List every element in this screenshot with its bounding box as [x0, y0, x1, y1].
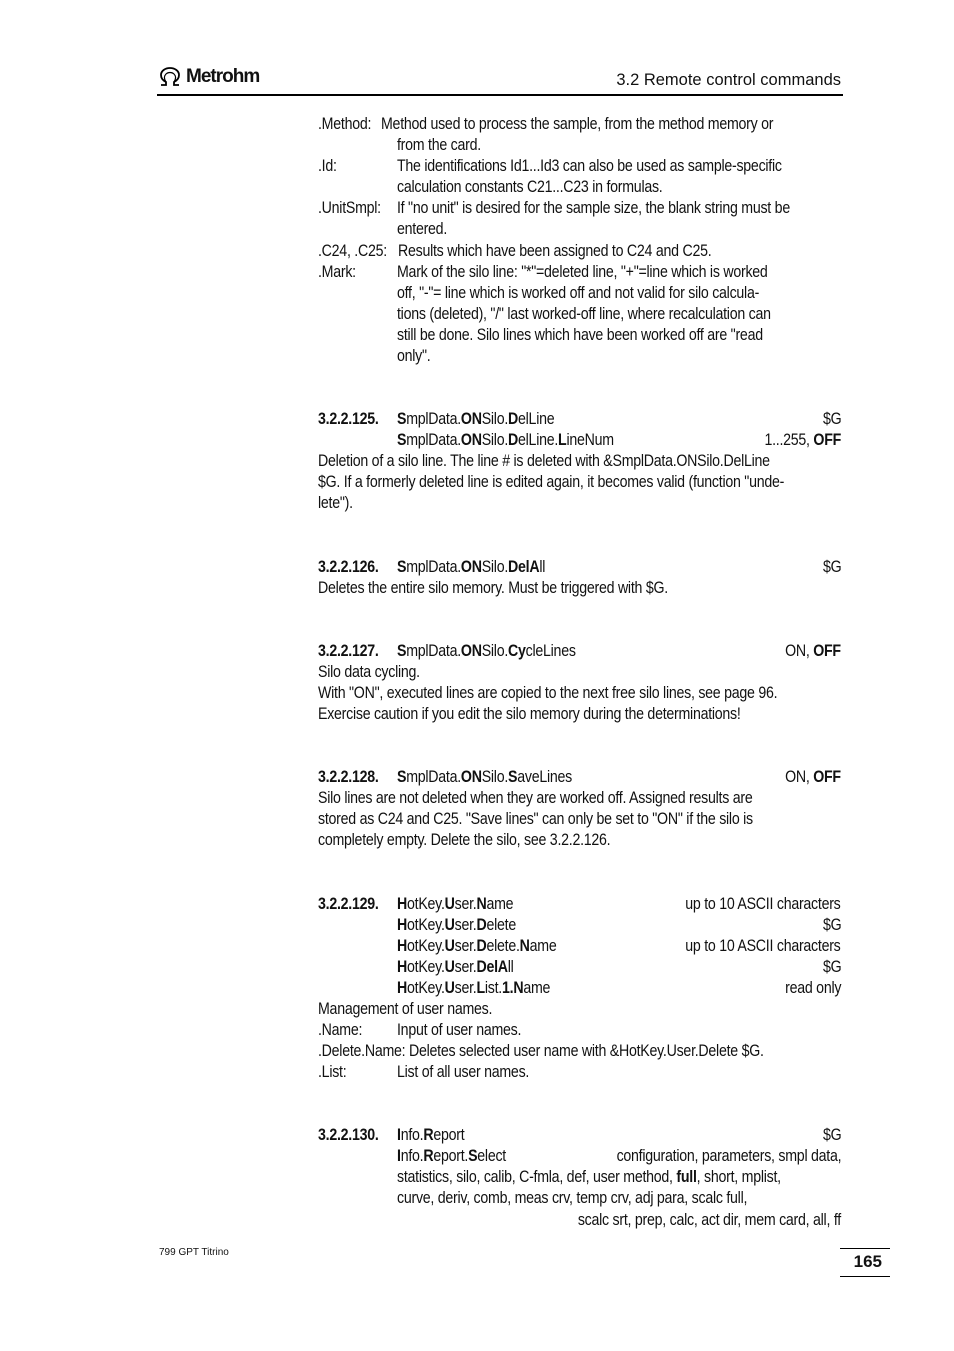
brand-logo: [158, 66, 259, 88]
description-text: Deletion of a silo line. The line # is deleted with &SmplData.ONSilo.DelLine: [318, 452, 770, 470]
def-text: entered.: [397, 220, 448, 238]
description-text: Deletes the entire silo memory. Must be triggered with $G.: [318, 579, 668, 597]
def-text: Mark of the silo line: "*"=deleted line, "+"=line which is worked: [397, 263, 768, 281]
footer-device: 799 GPT Titrino: [159, 1247, 229, 1258]
header-rule: [157, 94, 843, 96]
command-syntax: SmplData.ONSilo.DelLine: [397, 410, 555, 428]
section-number: 3.2.2.128.: [318, 768, 379, 786]
def-text: Results which have been assigned to C24 and C25.: [398, 242, 712, 260]
page-number: 165: [853, 1252, 882, 1271]
brand-name: Metrohm: [186, 66, 260, 87]
command-value: $G: [822, 958, 841, 976]
command-syntax: HotKey.User.Delete: [397, 916, 516, 934]
def-text: The identifications Id1...Id3 can also be used as sample-specific: [397, 157, 782, 175]
def-text: If "no unit" is desired for the sample size, the blank string must be: [397, 199, 790, 217]
description-text: Management of user names.: [318, 1000, 493, 1018]
command-syntax: SmplData.ONSilo.CycleLines: [397, 642, 576, 660]
def-label-c24: .C24, .C25:: [318, 242, 387, 260]
command-value: ON, OFF: [785, 642, 841, 660]
command-value: statistics, silo, calib, C-fmla, def, user method, full, short, mplist,: [397, 1168, 781, 1186]
description-text: Silo lines are not deleted when they are worked off. Assigned results are: [318, 789, 753, 807]
description-text: With "ON", executed lines are copied to the next free silo lines, see page 96.: [318, 684, 778, 702]
command-syntax: Info.Report.Select: [397, 1147, 506, 1165]
description-text: stored as C24 and C25. "Save lines" can only be set to "ON" if the silo is: [318, 810, 753, 828]
def-label-unitsmpl: .UnitSmpl:: [318, 199, 381, 217]
command-value: up to 10 ASCII characters: [685, 937, 841, 955]
command-syntax: HotKey.User.Name: [397, 895, 514, 913]
command-syntax: HotKey.User.DelAll: [397, 958, 514, 976]
def-text: only".: [397, 347, 431, 365]
def-label-list: .List:: [318, 1063, 347, 1081]
def-text: tions (deleted), "/" last worked-off line, where recalculation can: [397, 305, 771, 323]
def-text: calculation constants C21...C23 in formulas.: [397, 178, 663, 196]
command-value: 1...255, OFF: [764, 431, 841, 449]
description-text: completely empty. Delete the silo, see 3.2.2.126.: [318, 831, 611, 849]
command-syntax: SmplData.ONSilo.DelAll: [397, 558, 546, 576]
omega-logo-icon: [158, 67, 182, 87]
command-syntax: HotKey.User.Delete.Name: [397, 937, 557, 955]
command-value: $G: [822, 916, 841, 934]
command-value: ON, OFF: [785, 768, 841, 786]
command-syntax: HotKey.User.List.1.Name: [397, 979, 551, 997]
def-label-method: .Method:: [318, 115, 372, 133]
def-label-name: .Name:: [318, 1021, 363, 1039]
def-text: still be done. Silo lines which have been worked off are "read: [397, 326, 763, 344]
section-number: 3.2.2.129.: [318, 895, 379, 913]
command-value: read only: [784, 979, 841, 997]
command-value: $G: [822, 1126, 841, 1144]
def-label-id: .Id:: [318, 157, 337, 175]
section-number: 3.2.2.125.: [318, 410, 379, 428]
def-text: List of all user names.: [397, 1063, 530, 1081]
command-syntax: Info.Report: [397, 1126, 465, 1144]
section-number: 3.2.2.130.: [318, 1126, 379, 1144]
def-text: Input of user names.: [397, 1021, 522, 1039]
description-text: Silo data cycling.: [318, 663, 420, 681]
command-value: scalc srt, prep, calc, act dir, mem card, all, ff: [577, 1211, 841, 1229]
description-text: .Delete.Name: Deletes selected user name with &HotKey.User.Delete $G.: [318, 1042, 764, 1060]
section-number: 3.2.2.127.: [318, 642, 379, 660]
def-text: from the card.: [397, 136, 481, 154]
command-value: curve, deriv, comb, meas crv, temp crv, adj para, scalc full,: [397, 1189, 748, 1207]
command-value: up to 10 ASCII characters: [685, 895, 841, 913]
description-text: Exercise caution if you edit the silo memory during the determinations!: [318, 705, 741, 723]
command-value: $G: [822, 410, 841, 428]
description-text: lete").: [318, 494, 353, 512]
def-label-mark: .Mark:: [318, 263, 356, 281]
command-value: $G: [822, 558, 841, 576]
page-number-box: [840, 1248, 890, 1277]
def-text: Method used to process the sample, from the method memory or: [381, 115, 774, 133]
section-number: 3.2.2.126.: [318, 558, 379, 576]
section-title: 3.2 Remote control commands: [616, 71, 841, 89]
command-value: configuration, parameters, smpl data,: [616, 1147, 841, 1165]
command-syntax: SmplData.ONSilo.DelLine.LineNum: [397, 431, 614, 449]
def-text: off, "-"= line which is worked off and not valid for silo calcula-: [397, 284, 760, 302]
description-text: $G. If a formerly deleted line is edited again, it becomes valid (function "unde-: [318, 473, 785, 491]
command-syntax: SmplData.ONSilo.SaveLines: [397, 768, 572, 786]
